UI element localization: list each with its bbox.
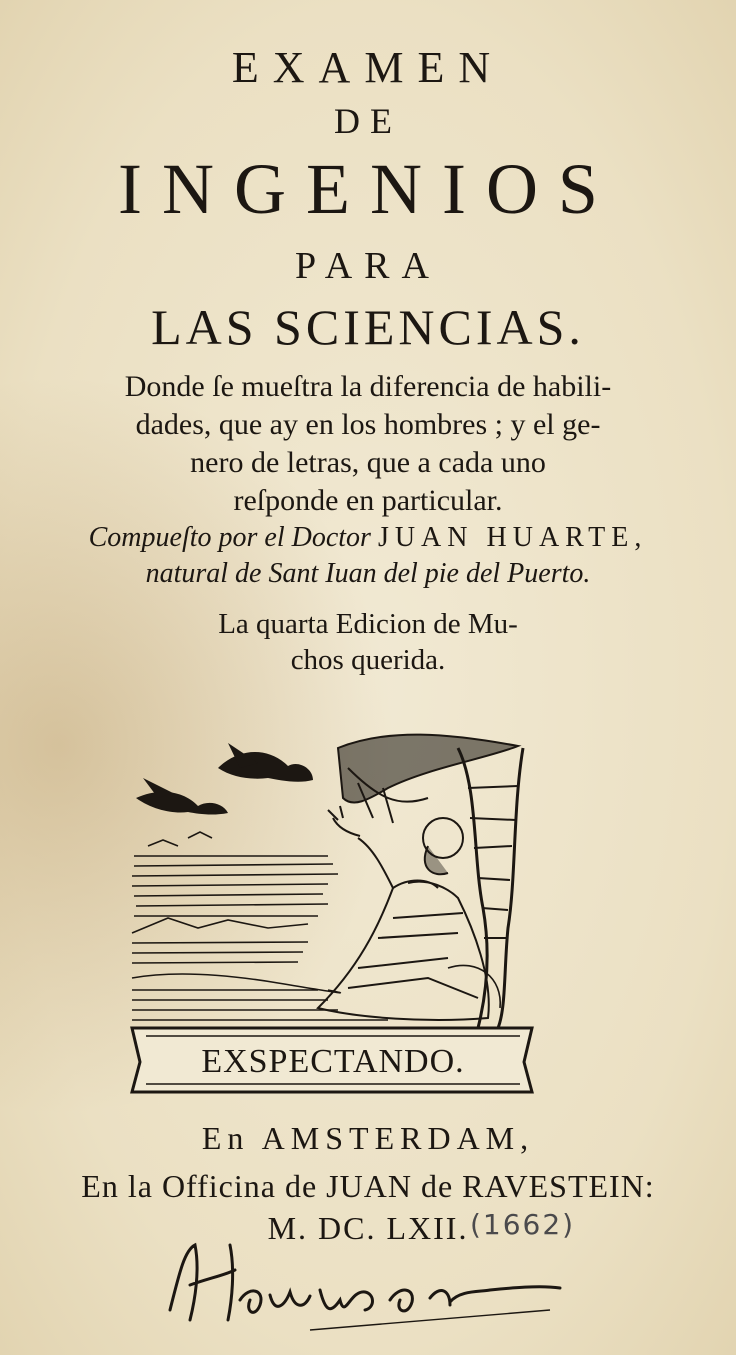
author-block [0,520,736,592]
landscape-hatching [132,856,388,1020]
title-de: DE [334,101,402,141]
edition-line: La quarta Edicion de Mu- [218,608,518,640]
handwritten-year: (1662) [470,1208,576,1241]
edition-block [0,606,736,678]
woodcut-motto: EXSPECTANDO. [201,1043,465,1080]
description-line: nero de letras, que a cada uno [190,446,546,479]
title-las-sciencias: LAS SCIENCIAS. [151,299,585,355]
author-prefix: Compueſto por el Doctor [88,522,378,553]
description-line: Donde ſe mueſtra la diferencia de habili- [124,370,612,403]
title-ingenios: INGENIOS [118,149,618,229]
title-para: PARA [295,245,441,287]
edition-line: chos querida. [290,644,446,676]
description-block [0,368,736,520]
handwritten-signature [150,1230,570,1340]
birds [136,743,313,846]
author-line-1 [0,520,736,556]
imprint-city: En AMSTERDAM, [201,1120,535,1156]
author-line-2: natural de Sant Iuan del pie del Puerto. [145,558,591,589]
seated-figure [318,806,500,1020]
imprint-year: M. DC. LXII. [267,1210,469,1246]
imprint-printer: En la Officina de JUAN de RAVESTEIN: [81,1168,655,1204]
description-line: dades, que ay en los hombres ; y el ge- [135,408,601,441]
author-name: JUAN HUARTE, [377,522,648,553]
woodcut-illustration [128,728,538,1098]
title-examen: EXAMEN [231,43,505,92]
motto-banner [132,1028,532,1092]
description-line: reſponde en particular. [233,484,503,517]
